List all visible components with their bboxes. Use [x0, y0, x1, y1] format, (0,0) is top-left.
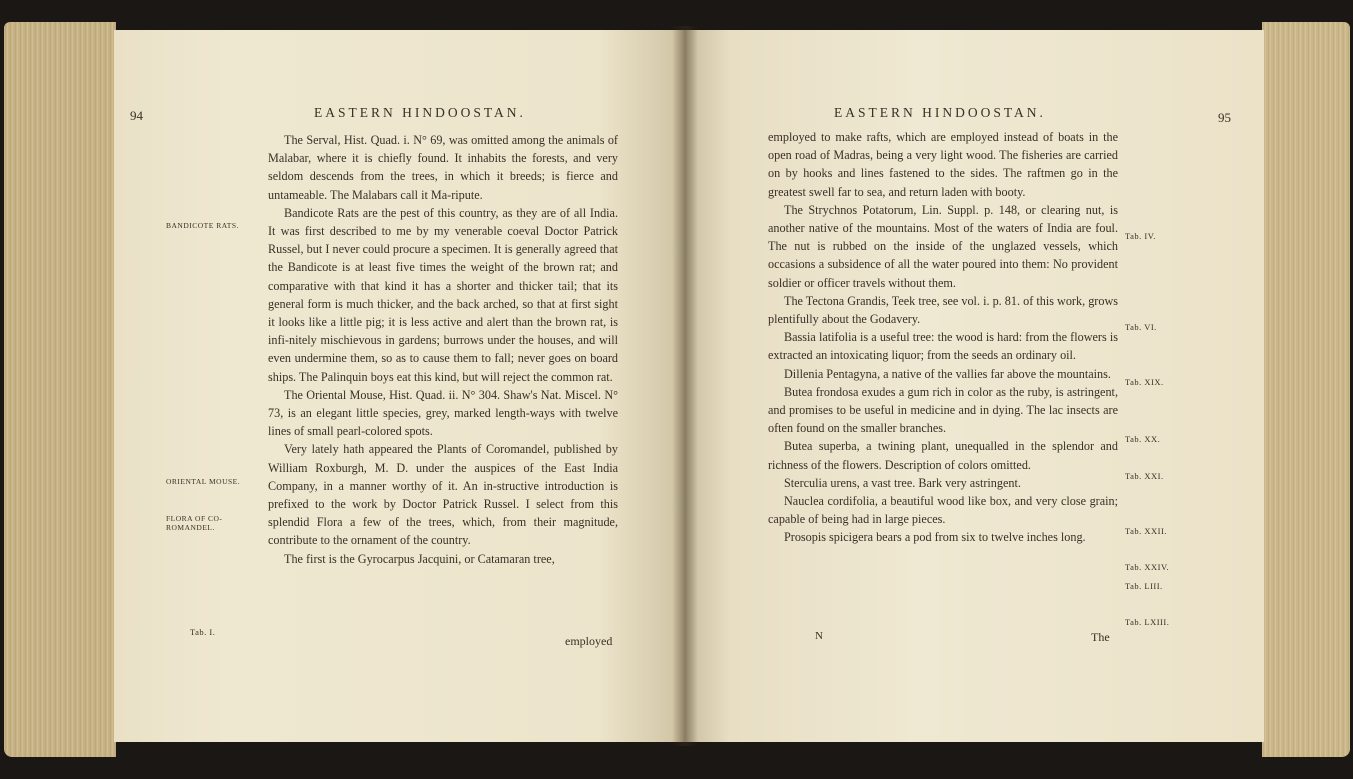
right-page [684, 30, 1264, 742]
paragraph: Bassia latifolia is a useful tree: the wood is hard: from the flowers is extracted an intoxicating liquor; from the seeds an ordinary oil. [768, 330, 1118, 363]
margin-note: Tab. XX. [1125, 434, 1161, 444]
margin-note: Tab. LIII. [1125, 581, 1163, 591]
paragraph: The Serval, Hist. Quad. i. N° 69, was omitted among the animals of Malabar, where it is chiefly found. It inhabits the forests, and very seldom descends from the trees, in which it breeds; is fierce and untameable. The Malabars call it Ma-ripute. [268, 133, 618, 202]
paragraph: Nauclea cordifolia, a beautiful wood like box, and very close grain; capable of being had in large pieces. [768, 494, 1118, 527]
right-page-edges [1262, 22, 1350, 757]
margin-note: Tab. LXIII. [1125, 617, 1170, 627]
paragraph: Dillenia Pentagyna, a native of the vallies far above the mountains. [784, 366, 1111, 381]
margin-note: Tab. IV. [1125, 231, 1156, 241]
margin-note: Tab. XXII. [1125, 526, 1167, 536]
paragraph: The Tectona Grandis, Teek tree, see vol. i. p. 81. of this work, grows plentifully about the Godavery. [768, 293, 1118, 327]
margin-note: ORIENTAL MOUSE. [166, 477, 241, 486]
paragraph: Bandicote Rats are the pest of this country, as they are of all India. It was first described to me by my venerable coeval Doctor Patrick Russel, but I never could procure a specimen. It is generally agreed that the Bandicote is at least five times the weight of the brown rat; and comparative with that kind it has a shorter and thicker tail; that its general form is much thicker, and the back arched, so that at first sight it looks like a little pig; it is less active and alert than the brown rat, is infi-nitely mischievous in gardens; burrows under the houses, and will even undermine them, so as to cause them to fall; never goes on board ships. The Palinquin boys eat this kind, but will reject the common rat. [268, 205, 618, 384]
catchword: The [1091, 630, 1110, 644]
margin-note: FLORA OF CO-ROMANDEL. [166, 514, 223, 532]
margin-note: Tab. VI. [1125, 322, 1157, 332]
margin-note: Tab. I. [190, 627, 216, 637]
paragraph: The Oriental Mouse, Hist. Quad. ii. N° 304. Shaw's Nat. Miscel. N° 73, is an elegant little species, grey, marked length-ways with twelve lines of small pearl-colored spots. [268, 387, 618, 439]
left-page [114, 30, 684, 742]
paragraph: Butea superba, a twining plant, unequalled in the splendor and richness of the flowers. Description of colors omitted. [768, 439, 1118, 472]
catchword: employed [565, 634, 613, 648]
book-gutter [672, 26, 698, 746]
running-head: EASTERN HINDOOSTAN. [314, 105, 526, 120]
page-number: 95 [1218, 110, 1231, 125]
signature-mark: N [815, 630, 823, 642]
paragraph: The first is the Gyrocarpus Jacquini, or Catamaran tree, [284, 551, 555, 566]
paragraph: Very lately hath appeared the Plants of Coromandel, published by William Roxburgh, M. D. under the auspices of the East India Company, in a manner worthy of it. An in-structive introduction is prefixed to the work by Doctor Patrick Russel. I select from this splendid Flora a few of the trees, which, from their magnitude, contribute to the ornament of the country. [268, 442, 618, 548]
paragraph: Butea frondosa exudes a gum rich in color as the ruby, is astringent, and promises to be useful in medicine and in dying. The lac insects are often found on the smaller branches. [768, 384, 1118, 436]
paragraph: Prosopis spicigera bears a pod from six to twelve inches long. [784, 530, 1086, 545]
paragraph: The Strychnos Potatorum, Lin. Suppl. p. 148, or clearing nut, is another native of the mountains. Most of the waters of India are foul. The nut is rubbed on the inside of the unglazed vessels, which occasions a subsidence of all the water poured into them: No provident soldier or officer travels without them. [768, 202, 1118, 290]
margin-note: BANDICOTE RATS. [166, 221, 239, 230]
page-number: 94 [130, 108, 143, 123]
body-text [268, 131, 618, 568]
margin-note: Tab. XIX. [1125, 377, 1164, 387]
left-page-edges [4, 22, 116, 757]
margin-note: Tab. XXIV. [1125, 562, 1170, 572]
paragraph: employed to make rafts, which are employed instead of boats in the open road of Madras, being a very light wood. The fisheries are carried on by hooks and lines fastened to the sides. The raftmen go in the greatest swell far to sea, and return laden with booty. [768, 130, 1118, 199]
running-head: EASTERN HINDOOSTAN. [834, 105, 1046, 120]
body-text [768, 128, 1118, 547]
paragraph: Sterculia urens, a vast tree. Bark very astringent. [784, 475, 1021, 490]
margin-note: Tab. XXI. [1125, 471, 1164, 481]
